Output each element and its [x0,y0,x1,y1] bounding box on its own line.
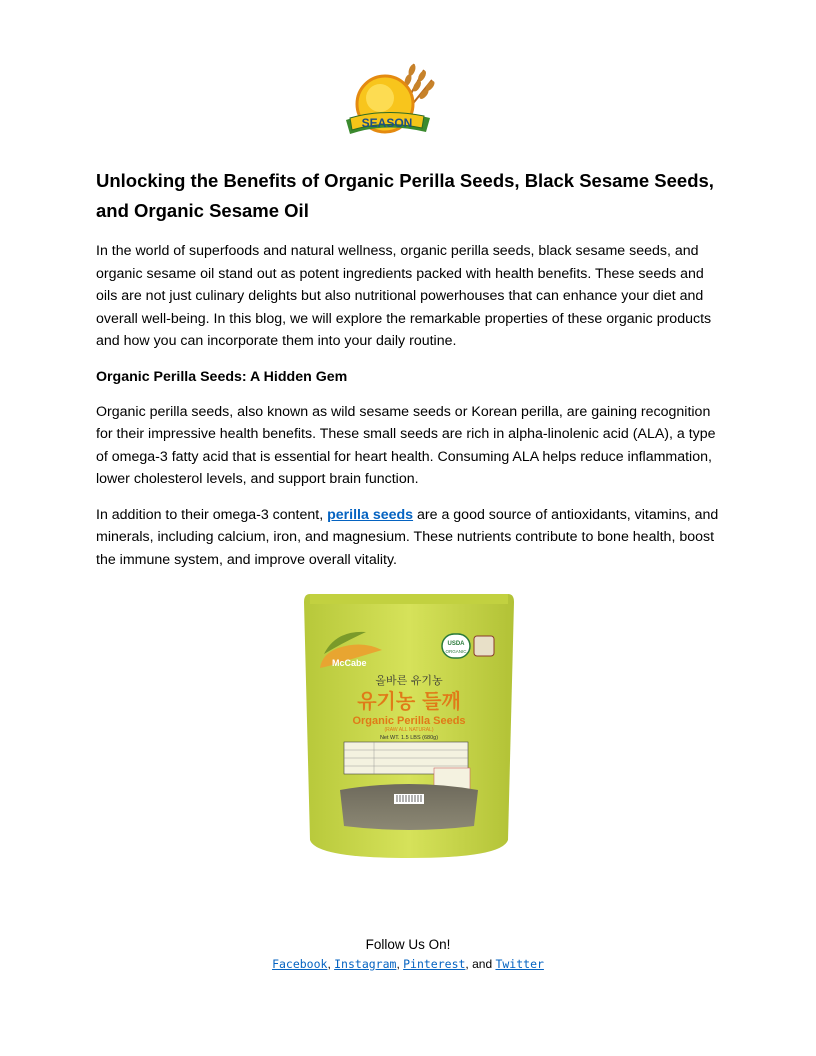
season-logo [340,58,440,144]
facebook-link[interactable]: Facebook [272,957,328,971]
paragraph-text: In addition to their omega-3 content, [96,506,328,523]
footer [0,935,816,973]
usda-text: USDA [447,641,465,647]
logo-text: SEASON [361,116,413,130]
article-title: Unlocking the Benefits of Organic Perilla Seeds, Black Sesame Seeds, and Organic Sesame Oil [96,170,714,221]
pinterest-link[interactable]: Pinterest [403,957,466,971]
separator: , [396,957,404,971]
korean-title: 유기농 들깨 [357,689,461,713]
instagram-link[interactable]: Instagram [334,957,397,971]
section-paragraph: Organic perilla seeds, also known as wild sesame seeds or Korean perilla, are gaining recognition for their impressive health benefits. These small seeds are rich in alpha-linolenic acid (ALA), a type of omega-3 fatty acid that is essential for heart health. Consuming ALA helps reduce inflammation, lower cholesterol levels, and support brain function. [96,403,716,487]
social-links [0,955,816,973]
article [96,166,720,584]
organic-text: ORGANIC [445,649,467,654]
follow-us-text: Follow Us On! [365,937,451,952]
net-weight: Net WT. 1.5 LBS (680g) [379,735,439,741]
product-image [302,590,516,860]
separator: , and [465,957,496,971]
section-heading: Organic Perilla Seeds: A Hidden Gem [96,368,348,385]
intro-paragraph: In the world of superfoods and natural wellness, organic perilla seeds, black sesame seeds, and organic sesame oil stand out as potent ingredients packed with health benefits. These seeds and oils are not just culinary delights but also nutritional powerhouses that can enhance your diet and overall well-being. In this blog, we will explore the remarkable properties of these organic products and how you can incorporate them into your daily routine. [96,243,712,349]
product-brand: McCabe [332,658,367,668]
korean-subtitle: 올바른 유기농 [375,674,443,687]
section-paragraph-2 [96,504,720,572]
product-name: Organic Perilla Seeds [352,715,466,727]
separator: , [327,957,335,971]
perilla-seeds-link[interactable]: perilla seeds [327,506,414,523]
twitter-link[interactable]: Twitter [495,957,544,971]
product-subtitle: (RAW ALL NATURAL) [384,727,434,733]
paragraph-text: are a good source of antioxidants, vitamins, and minerals, including calcium, iron, and magnesium. These nutrients contribute to bone health, boost the immune system, and improve overall vitality. [96,506,719,568]
